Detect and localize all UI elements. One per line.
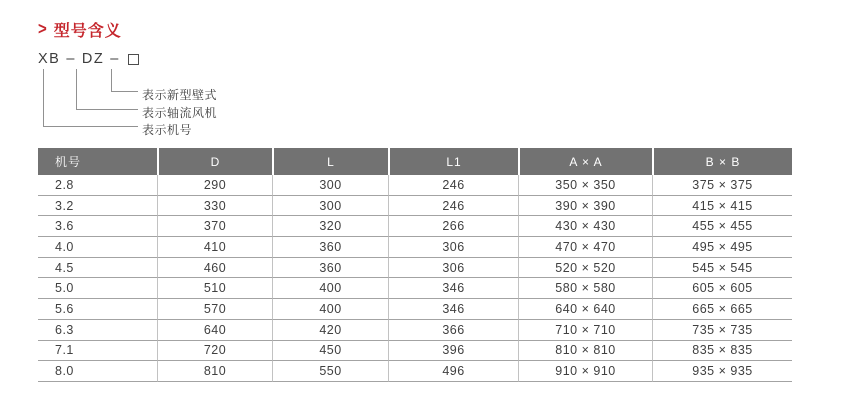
table-cell: 910 × 910 xyxy=(518,361,652,382)
table-cell: 520 × 520 xyxy=(518,258,652,279)
table-cell: 246 xyxy=(388,175,518,196)
table-cell: 415 × 415 xyxy=(652,196,792,217)
table-row xyxy=(38,258,792,279)
table-cell: 835 × 835 xyxy=(652,341,792,362)
table-row xyxy=(38,299,792,320)
table-cell: 450 xyxy=(272,341,388,362)
table-row xyxy=(38,237,792,258)
column-header-l1: L1 xyxy=(388,148,518,175)
table-cell: 4.5 xyxy=(38,258,157,279)
spec-table-body xyxy=(38,175,792,382)
model-code-separator: – xyxy=(110,51,120,67)
table-cell: 246 xyxy=(388,196,518,217)
table-cell: 5.0 xyxy=(38,278,157,299)
table-cell: 510 xyxy=(157,278,272,299)
table-cell: 400 xyxy=(272,299,388,320)
table-cell: 300 xyxy=(272,175,388,196)
table-cell: 580 × 580 xyxy=(518,278,652,299)
table-cell: 735 × 735 xyxy=(652,320,792,341)
legend-label-axial-fan: 表示轴流风机 xyxy=(142,106,218,120)
table-cell: 306 xyxy=(388,237,518,258)
placeholder-box-icon xyxy=(128,54,139,65)
model-code-middle: DZ xyxy=(81,51,105,67)
table-cell: 306 xyxy=(388,258,518,279)
table-row xyxy=(38,196,792,217)
column-header-bxb: B × B xyxy=(652,148,792,175)
page-title xyxy=(38,18,122,41)
table-cell: 346 xyxy=(388,299,518,320)
table-row xyxy=(38,216,792,237)
table-cell: 545 × 545 xyxy=(652,258,792,279)
table-cell: 496 xyxy=(388,361,518,382)
header-row xyxy=(38,148,792,175)
table-cell: 300 xyxy=(272,196,388,217)
column-header-axa: A × A xyxy=(518,148,652,175)
table-cell: 495 × 495 xyxy=(652,237,792,258)
table-cell: 455 × 455 xyxy=(652,216,792,237)
model-code-separator: – xyxy=(66,51,76,67)
table-cell: 640 xyxy=(157,320,272,341)
table-cell: 5.6 xyxy=(38,299,157,320)
table-cell: 396 xyxy=(388,341,518,362)
table-cell: 4.0 xyxy=(38,237,157,258)
table-cell: 6.3 xyxy=(38,320,157,341)
spec-table-header xyxy=(38,148,792,175)
table-cell: 400 xyxy=(272,278,388,299)
table-cell: 550 xyxy=(272,361,388,382)
table-cell: 330 xyxy=(157,196,272,217)
table-cell: 7.1 xyxy=(38,341,157,362)
table-cell: 640 × 640 xyxy=(518,299,652,320)
table-cell: 420 xyxy=(272,320,388,341)
table-cell: 810 × 810 xyxy=(518,341,652,362)
table-cell: 346 xyxy=(388,278,518,299)
table-cell: 460 xyxy=(157,258,272,279)
model-code xyxy=(38,51,139,67)
table-cell: 375 × 375 xyxy=(652,175,792,196)
table-cell: 390 × 390 xyxy=(518,196,652,217)
chevron-marker-icon: > xyxy=(38,19,48,40)
table-cell: 8.0 xyxy=(38,361,157,382)
table-cell: 410 xyxy=(157,237,272,258)
legend-label-machine-no: 表示机号 xyxy=(142,123,193,137)
table-cell: 360 xyxy=(272,237,388,258)
table-cell: 935 × 935 xyxy=(652,361,792,382)
table-cell: 605 × 605 xyxy=(652,278,792,299)
table-cell: 370 xyxy=(157,216,272,237)
column-header-l: L xyxy=(272,148,388,175)
table-cell: 290 xyxy=(157,175,272,196)
table-cell: 3.2 xyxy=(38,196,157,217)
table-row xyxy=(38,175,792,196)
table-row xyxy=(38,361,792,382)
model-code-prefix: XB xyxy=(38,51,61,67)
column-header-machine-no: 机号 xyxy=(38,148,157,175)
table-cell: 266 xyxy=(388,216,518,237)
column-header-d: D xyxy=(157,148,272,175)
table-cell: 366 xyxy=(388,320,518,341)
table-cell: 320 xyxy=(272,216,388,237)
table-cell: 430 × 430 xyxy=(518,216,652,237)
table-cell: 360 xyxy=(272,258,388,279)
table-cell: 350 × 350 xyxy=(518,175,652,196)
table-cell: 665 × 665 xyxy=(652,299,792,320)
page-title-text: 型号含义 xyxy=(53,23,122,40)
legend-label-wall-type: 表示新型壁式 xyxy=(142,88,218,102)
table-row xyxy=(38,341,792,362)
connector-line xyxy=(43,69,138,127)
table-cell: 710 × 710 xyxy=(518,320,652,341)
spec-table xyxy=(38,148,792,382)
table-cell: 470 × 470 xyxy=(518,237,652,258)
table-cell: 810 xyxy=(157,361,272,382)
table-row xyxy=(38,320,792,341)
table-cell: 720 xyxy=(157,341,272,362)
table-row xyxy=(38,278,792,299)
table-cell: 3.6 xyxy=(38,216,157,237)
table-cell: 570 xyxy=(157,299,272,320)
table-cell: 2.8 xyxy=(38,175,157,196)
